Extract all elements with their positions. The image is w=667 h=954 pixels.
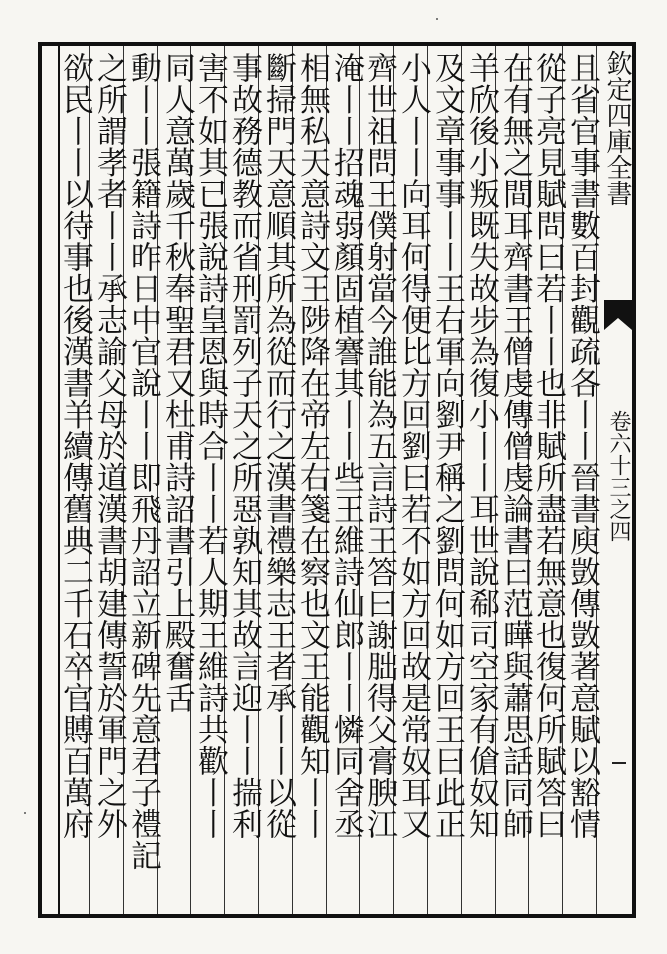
text-column: 斷掃門天意順其所為從而行之漢書禮樂志王者承丨丨以從: [260, 52, 296, 840]
text-column: 欲民丨丨以待事也後漢書羊續傳舊典二千石卒官賻百萬府: [57, 52, 93, 840]
text-column: 淹丨丨招魂弱顏固植謇其丨丨些王維詩仙郎丨丨憐同舍丞: [328, 52, 364, 840]
margin-book-title: 欽定四庫全書: [602, 50, 632, 206]
text-column: 及文章事事丨丨王右軍向劉尹稱之劉問何如方回王曰此正: [429, 52, 465, 840]
fishtail-mark-icon: [604, 300, 632, 330]
text-column: 小人丨丨向耳何得便比方回劉曰若不如方回故是常奴耳又: [395, 52, 431, 840]
text-column: 之所謂孝者丨丨承志諭父母於道漢書胡建傳誓於軍門之外: [91, 52, 127, 840]
text-column: 在有無之間耳齊書王僧虔傳僧虔論書曰范曄與蕭思話同師: [497, 52, 533, 840]
scan-speck: [436, 18, 438, 20]
text-column: 害不如其已張說詩皇恩與時合丨丨若人期王維詩共歡丨丨: [192, 52, 228, 840]
margin-tick-mark: [612, 762, 626, 764]
text-column: 從子亮見賦問曰若丨丨也非賦所盡若無意也復何所賦答曰: [530, 52, 566, 840]
text-column: 且省官事書數百封觀疏各丨丨晉書庾敳傳敳著意賦以豁情: [564, 52, 600, 840]
scan-speck: [24, 812, 26, 814]
text-column: 動丨丨張籍詩昨日中官說丨丨即飛丹詔立新碑先意君子禮記: [125, 52, 161, 871]
text-column: 事故務德教而省刑罰列子天之所惡孰知其故言迎丨丨揣利: [226, 52, 262, 840]
text-column: 同人意萬歲千秋奉聖君又杜甫詩詔書引上殿奮舌: [159, 52, 195, 714]
text-column: 羊欣後小叛既失故步為復小丨丨耳世說郗司空家有傖奴知: [463, 52, 499, 840]
text-column: 齊世祖問王僕射當今誰能為五言詩王答曰謝朏得父膏腴江: [361, 52, 397, 840]
margin-volume-label: 卷六十三之四: [606, 410, 631, 542]
text-column: 相無私天意詩文王陟降在帝左右箋在察也文王能觀知丨丨: [294, 52, 330, 840]
